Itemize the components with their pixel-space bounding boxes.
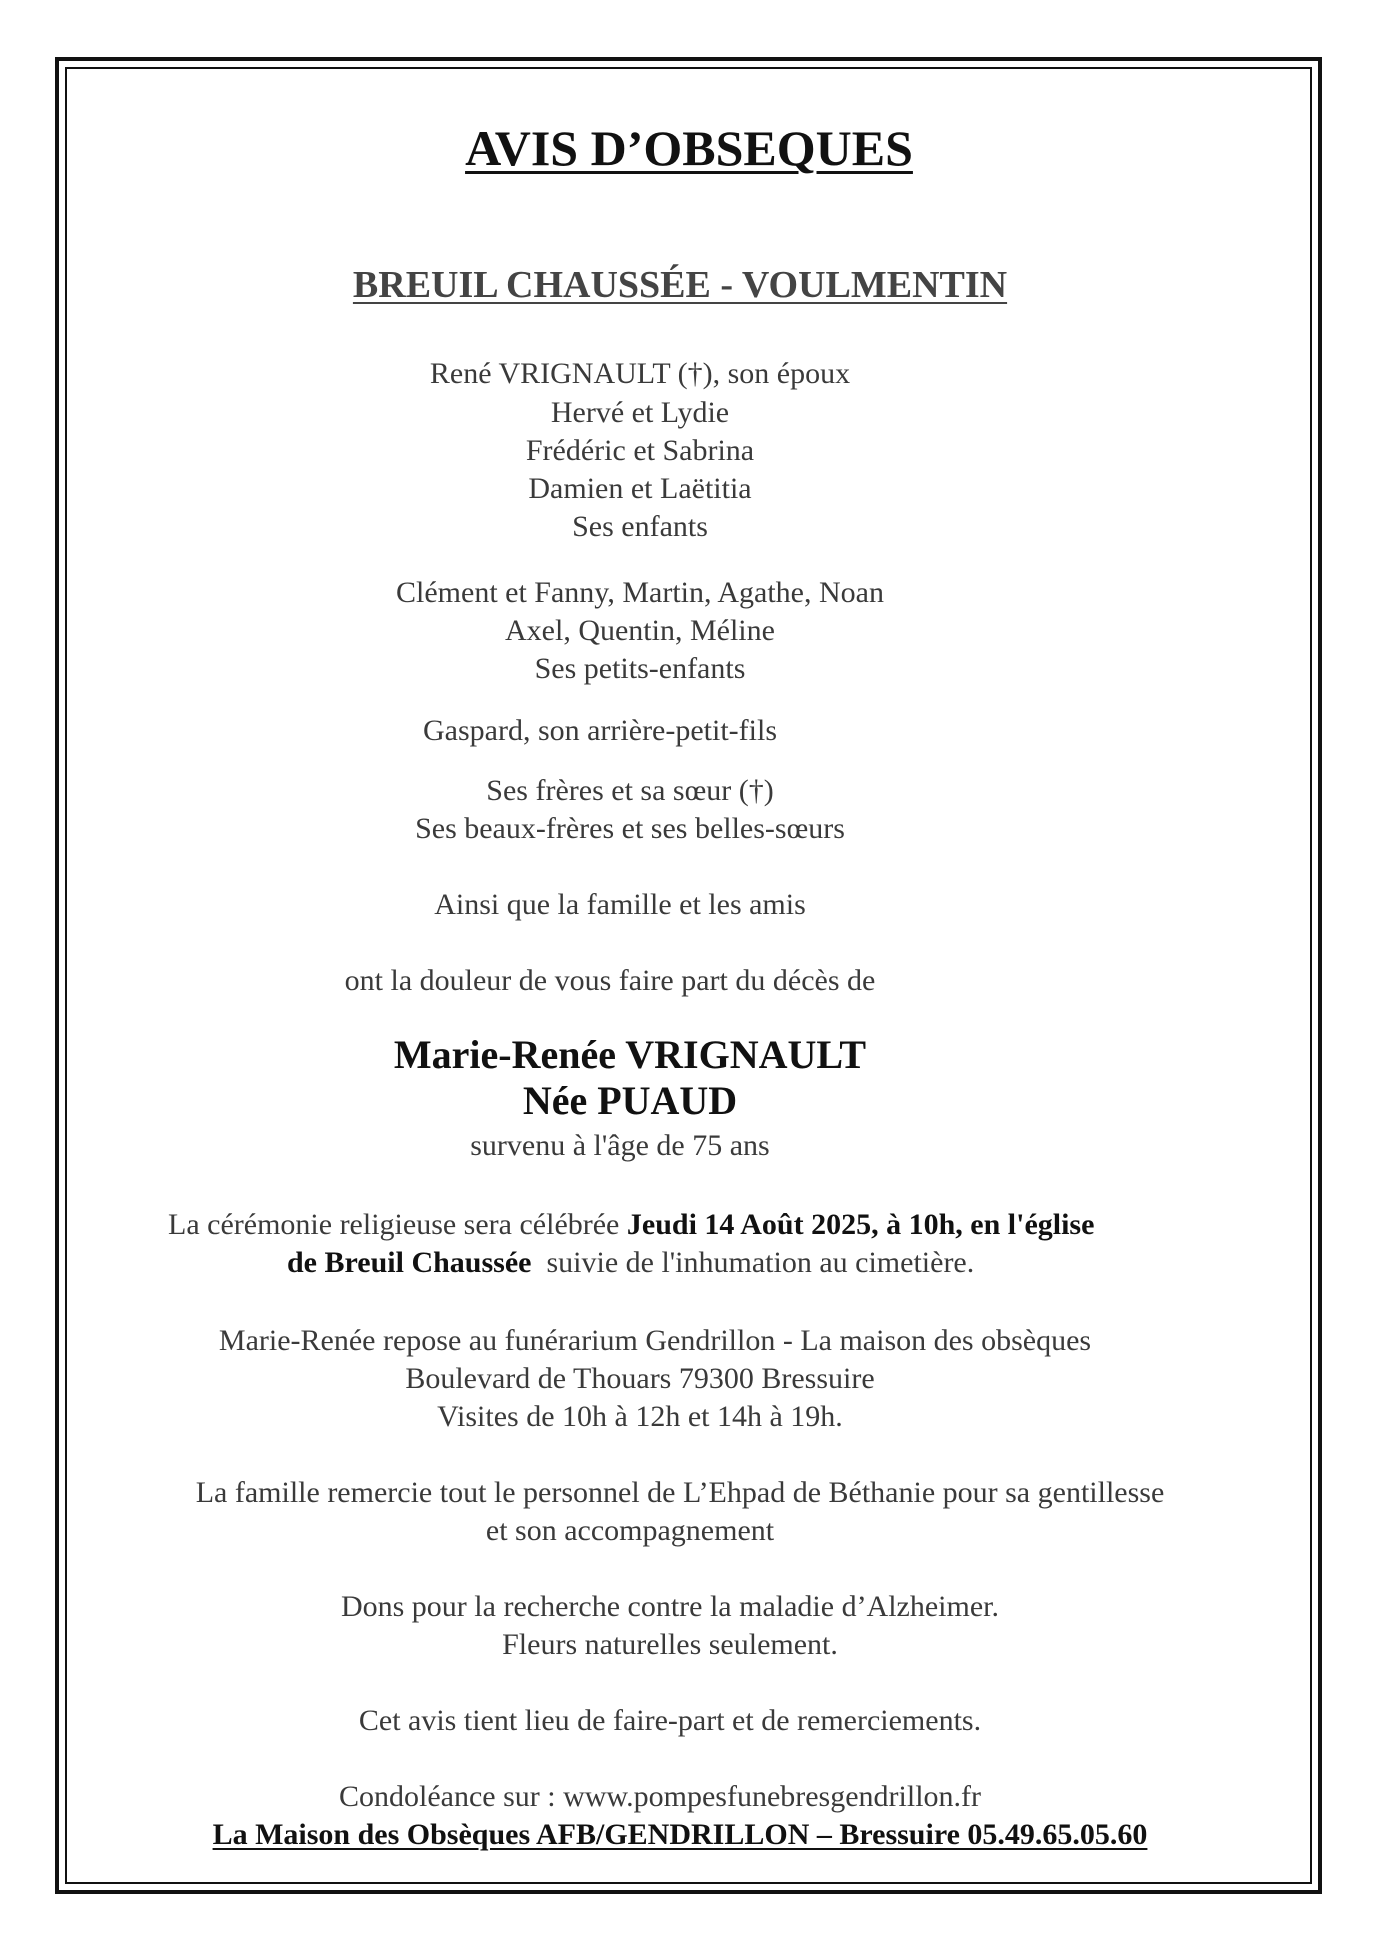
grandchildren-line: Axel, Quentin, Méline (505, 614, 775, 647)
child-line: Frédéric et Sabrina (525, 434, 755, 467)
great-grandchild-line: Gaspard, son arrière-petit-fils (422, 714, 778, 747)
ceremony-date: Jeudi 14 Août 2025, à 10h, en l'église (626, 1208, 1095, 1241)
child-line: Hervé et Lydie (550, 396, 730, 429)
ceremony-line-2 (287, 1245, 974, 1281)
ceremony-burial: suivie de l'inhumation au cimetière. (531, 1246, 975, 1279)
condolences-line: Condoléance sur : www.pompesfunebresgendrillon.fr (338, 1780, 982, 1813)
flowers-line: Fleurs naturelles seulement. (502, 1628, 838, 1661)
grandchildren-label: Ses petits-enfants (534, 652, 746, 685)
maiden-name: Née PUAUD (522, 1078, 738, 1123)
in-laws-line: Ses beaux-frères et ses belles-sœurs (415, 812, 845, 845)
children-label: Ses enfants (572, 510, 708, 543)
siblings-line: Ses frères et sa sœur (†) (486, 774, 774, 807)
ceremony-place: de Breuil Chaussée (287, 1246, 532, 1279)
ceremony-line-1 (168, 1207, 1094, 1243)
spouse-line: René VRIGNAULT (†), son époux (429, 357, 851, 390)
thanks-line: et son accompagnement (485, 1514, 775, 1547)
location-heading: BREUIL CHAUSSÉE - VOULMENTIN (352, 264, 1008, 306)
notice-line: Cet avis tient lieu de faire-part et de remerciements. (358, 1704, 982, 1737)
grandchildren-line: Clément et Fanny, Martin, Agathe, Noan (396, 576, 884, 609)
rest-place-address: Boulevard de Thouars 79300 Bressuire (405, 1362, 875, 1395)
age-line: survenu à l'âge de 75 ans (470, 1129, 770, 1162)
announcement-line: ont la douleur de vous faire part du décès de (344, 964, 876, 997)
visiting-hours: Visites de 10h à 12h et 14h à 19h. (437, 1400, 843, 1433)
rest-place-line: Marie-Renée repose au funérarium Gendrillon - La maison des obsèques (218, 1324, 1092, 1357)
funeral-home-footer: La Maison des Obsèques AFB/GENDRILLON – Bressuire 05.49.65.05.60 (212, 1818, 1148, 1851)
notice-title: AVIS D’OBSEQUES (465, 120, 913, 176)
donations-line: Dons pour la recherche contre la maladie d’Alzheimer. (340, 1590, 1000, 1623)
family-friends-line: Ainsi que la famille et les amis (434, 888, 806, 921)
child-line: Damien et Laëtitia (528, 472, 752, 505)
ceremony-intro: La cérémonie religieuse sera célébrée (168, 1208, 627, 1241)
thanks-line: La famille remercie tout le personnel de L’Ehpad de Béthanie pour sa gentillesse (195, 1476, 1165, 1509)
deceased-name: Marie-Renée VRIGNAULT (393, 1032, 867, 1077)
